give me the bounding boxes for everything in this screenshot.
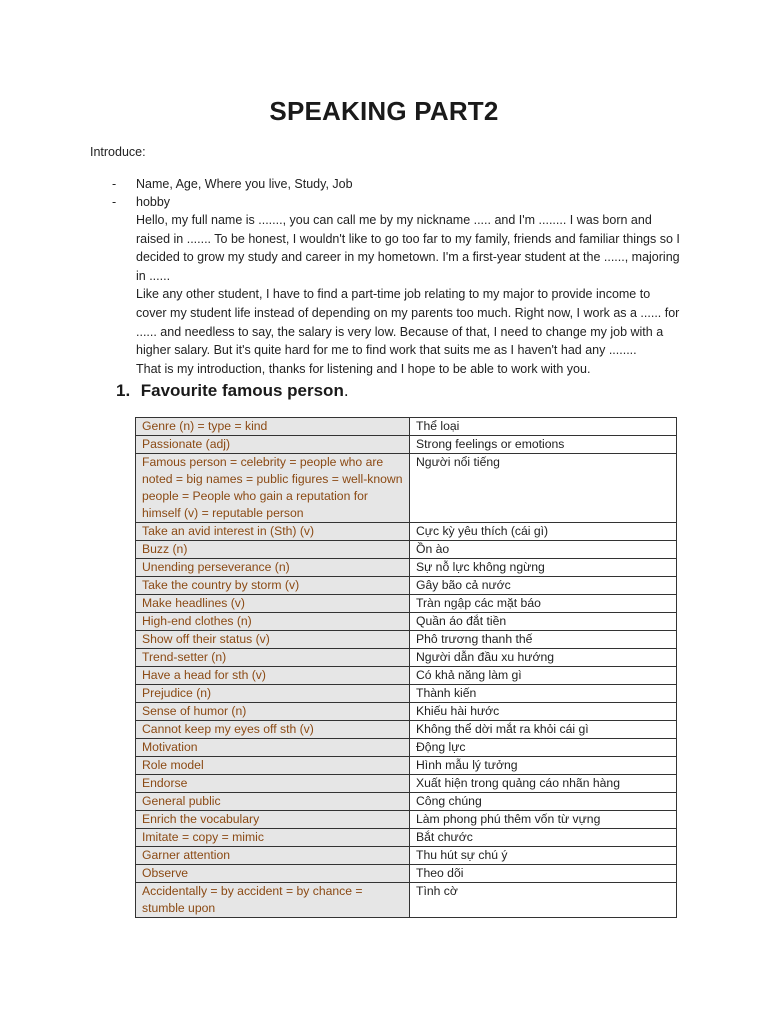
table-row [136,865,677,883]
vocab-term: Genre (n) = type = kind [136,418,410,436]
vocab-term: Enrich the vocabulary [136,811,410,829]
vocab-meaning: Thu hút sự chú ý [410,847,677,865]
vocab-term: Accidentally = by accident = by chance = stumble upon [136,883,410,918]
vocab-term: Imitate = copy = mimic [136,829,410,847]
table-row [136,454,677,523]
bullet-dash: - [112,195,117,209]
vocab-term: Show off their status (v) [136,631,410,649]
vocab-meaning: Cực kỳ yêu thích (cái gì) [410,523,677,541]
vocab-term: High-end clothes (n) [136,613,410,631]
vocab-meaning: Bắt chước [410,829,677,847]
table-row [136,685,677,703]
vocab-term: Motivation [136,739,410,757]
table-row [136,721,677,739]
table-row [136,739,677,757]
vocab-meaning: Gây bão cả nước [410,577,677,595]
intro-label: Introduce: [90,145,146,159]
vocabulary-table [135,417,677,918]
table-row [136,595,677,613]
page-title: SPEAKING PART2 [269,96,499,126]
vocab-term: Famous person = celebrity = people who are noted = big names = public figures = well-known people = People who gain a reputation for himself (v) = reputable person [136,454,410,523]
intro-paragraph: That is my introduction, thanks for listening and I hope to be able to work with you. [136,361,591,376]
bullet-item [112,193,353,211]
vocab-term: Sense of humor (n) [136,703,410,721]
vocab-meaning: Hình mẫu lý tưởng [410,757,677,775]
vocab-meaning: Quần áo đắt tiền [410,613,677,631]
section-title-punct: . [343,381,349,400]
vocabulary-table-body [136,418,677,918]
vocab-term: Garner attention [136,847,410,865]
vocab-term: Endorse [136,775,410,793]
vocab-term: Cannot keep my eyes off sth (v) [136,721,410,739]
table-row [136,775,677,793]
vocab-term: Passionate (adj) [136,436,410,454]
vocab-meaning: Khiếu hài hước [410,703,677,721]
vocab-meaning: Tràn ngập các mặt báo [410,595,677,613]
vocab-meaning: Công chúng [410,793,677,811]
table-row [136,523,677,541]
intro-paragraph: Hello, my full name is ......., you can call me by my nickname ..... and I'm ........ I was born and raised in ....... To be honest, I wouldn't like to go too far to my family, friends and familiar things so I decided to grow my study and career in my hometown. I'm a first-year student at the ......, majoring in ...... [136,213,680,283]
bullet-text: Name, Age, Where you live, Study, Job [136,177,353,191]
vocab-meaning: Tình cờ [410,883,677,918]
vocab-meaning: Ồn ào [410,541,677,559]
vocab-meaning: Strong feelings or emotions [410,436,677,454]
vocab-term: Buzz (n) [136,541,410,559]
vocab-meaning: Người nổi tiếng [410,454,677,523]
section-title: Favourite famous person [140,381,344,400]
vocab-term: Take an avid interest in (Sth) (v) [136,523,410,541]
table-row [136,418,677,436]
table-row [136,649,677,667]
table-row [136,667,677,685]
intro-paragraph: Like any other student, I have to find a part-time job relating to my major to provide income to cover my student life instead of depending on my parents too much. Right now, I work as a ...... for ...... and needless to say, the salary is very low. Because of that, I need to change my job with a higher salary. But it's quite hard for me to find work that suits me as I haven't had any ........ [136,287,680,358]
section-heading [116,381,349,401]
vocab-term: Trend-setter (n) [136,649,410,667]
vocab-meaning: Phô trương thanh thế [410,631,677,649]
table-row [136,883,677,918]
table-row [136,436,677,454]
vocab-meaning: Theo dõi [410,865,677,883]
vocab-meaning: Không thể dời mắt ra khỏi cái gì [410,721,677,739]
bullet-dash: - [112,177,117,191]
vocab-meaning: Có khả năng làm gì [410,667,677,685]
table-row [136,793,677,811]
introduction-text [136,211,681,378]
vocab-meaning: Động lực [410,739,677,757]
table-row [136,757,677,775]
table-row [136,613,677,631]
table-row [136,811,677,829]
table-row [136,541,677,559]
section-number: 1. [116,381,131,400]
vocab-meaning: Thể loại [410,418,677,436]
bullet-text: hobby [136,195,171,209]
table-row [136,829,677,847]
table-row [136,631,677,649]
vocab-meaning: Người dẫn đầu xu hướng [410,649,677,667]
vocab-term: Unending perseverance (n) [136,559,410,577]
vocab-term: Prejudice (n) [136,685,410,703]
vocab-meaning: Thành kiến [410,685,677,703]
vocab-term: Take the country by storm (v) [136,577,410,595]
table-row [136,577,677,595]
vocab-term: Have a head for sth (v) [136,667,410,685]
vocab-term: Observe [136,865,410,883]
table-row [136,559,677,577]
vocab-meaning: Làm phong phú thêm vốn từ vựng [410,811,677,829]
vocab-term: Make headlines (v) [136,595,410,613]
vocab-term: Role model [136,757,410,775]
vocab-meaning: Xuất hiện trong quảng cáo nhãn hàng [410,775,677,793]
intro-bullet-list [112,175,353,211]
table-row [136,703,677,721]
bullet-item [112,175,353,193]
vocab-meaning: Sự nỗ lực không ngừng [410,559,677,577]
vocab-term: General public [136,793,410,811]
table-row [136,847,677,865]
